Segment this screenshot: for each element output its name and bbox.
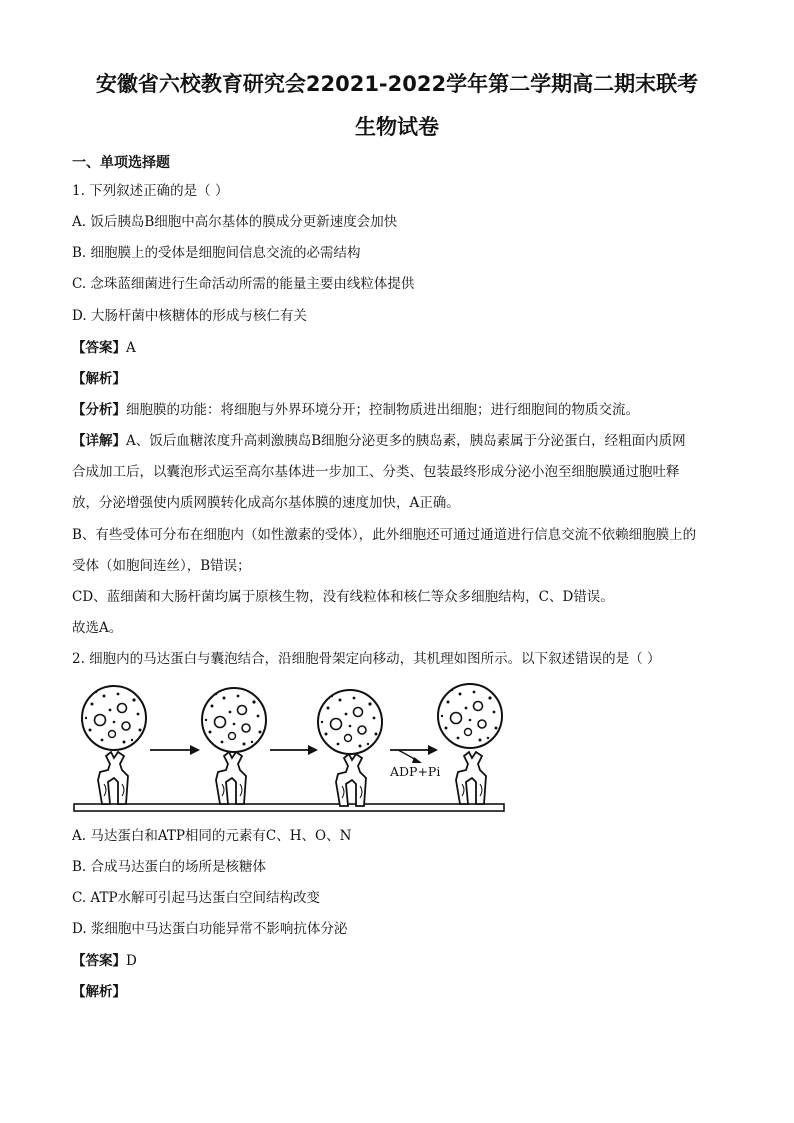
- question-1-stem: 1. 下列叙述正确的是（ ）: [72, 183, 229, 199]
- motor-protein-stage-2: [216, 752, 246, 804]
- adp-pi-label: ADP+Pi: [390, 764, 441, 779]
- question-2-stem: 2. 细胞内的马达蛋白与囊泡结合，沿细胞骨架定向移动，其机理如图所示。以下叙述错误的是（ ）: [72, 651, 661, 667]
- question-2-option-a: A. 马达蛋白和ATP相同的元素有C、H、O、N: [72, 828, 352, 844]
- answer-value: D: [126, 953, 137, 969]
- question-1-xiangjie: [72, 432, 686, 450]
- vesicle-stage-3: [318, 690, 382, 754]
- vesicle-stage-2: [202, 688, 266, 752]
- section-heading: 一、单项选择题: [72, 155, 170, 171]
- cytoskeleton-track: [74, 804, 504, 811]
- question-2-analysis-tag: [72, 983, 126, 1001]
- analysis-tag: 【解析】: [72, 371, 126, 387]
- explanation-line: CD、蓝细菌和大肠杆菌均属于原核生物，没有线粒体和核仁等众多细胞结构，C、D错误。: [72, 589, 614, 605]
- xiangjie-line: A、饭后血糖浓度升高刺激胰岛B细胞分泌更多的胰岛素，胰岛素属于分泌蛋白，经粗面内质网: [126, 433, 686, 449]
- page-title: 安徽省六校教育研究会22021-2022学年第二学期高二期末联考: [95, 72, 699, 96]
- xiangjie-line: 放，分泌增强使内质网膜转化成高尔基体膜的速度加快，A正确。: [72, 495, 460, 511]
- motor-protein-stage-1: [98, 752, 128, 804]
- explanation-line: B、有些受体可分布在细胞内（如性激素的受体），此外细胞还可通过通道进行信息交流不依赖细胞膜上的: [72, 527, 697, 543]
- question-1-option-d: D. 大肠杆菌中核糖体的形成与核仁有关: [72, 308, 307, 324]
- question-2-option-d: D. 浆细胞中马达蛋白功能异常不影响抗体分泌: [72, 921, 348, 937]
- question-1-option-b: B. 细胞膜上的受体是细胞间信息交流的必需结构: [72, 245, 361, 261]
- analysis-tag: 【解析】: [72, 984, 126, 1000]
- question-2-option-b: B. 合成马达蛋白的场所是核糖体: [72, 859, 267, 875]
- question-1-analysis-tag: [72, 370, 126, 388]
- explanation-line: 故选A。: [72, 620, 123, 636]
- xiangjie-line: 合成加工后，以囊泡形式运至高尔基体进一步加工、分类、包装最终形成分泌小泡至细胞膜通过胞吐释: [72, 464, 680, 480]
- answer-tag: 【答案】: [72, 340, 126, 356]
- question-1-answer: [72, 339, 136, 357]
- question-2-option-c: C. ATP水解可引起马达蛋白空间结构改变: [72, 890, 321, 906]
- explanation-line: 受体（如胞间连丝），B错误；: [72, 558, 251, 574]
- answer-value: A: [126, 340, 136, 356]
- fenxi-text: 细胞膜的功能：将细胞与外界环境分开；控制物质进出细胞；进行细胞间的物质交流。: [126, 402, 639, 418]
- motor-protein-stage-3: [336, 754, 366, 806]
- question-1-option-a: A. 饭后胰岛B细胞中高尔基体的膜成分更新速度会加快: [72, 214, 398, 230]
- vesicle-stage-1: [82, 686, 146, 750]
- vesicle-stage-4: [438, 684, 502, 748]
- xiangjie-tag: 【详解】: [72, 433, 126, 449]
- page-subtitle: 生物试卷: [355, 115, 439, 139]
- motor-protein-stage-4: [456, 752, 486, 804]
- question-1-option-c: C. 念珠蓝细菌进行生命活动所需的能量主要由线粒体提供: [72, 276, 415, 292]
- answer-tag: 【答案】: [72, 953, 126, 969]
- fenxi-tag: 【分析】: [72, 402, 126, 418]
- motor-protein-figure: [72, 680, 508, 820]
- question-1-fenxi: [72, 401, 639, 419]
- question-2-answer: [72, 952, 137, 970]
